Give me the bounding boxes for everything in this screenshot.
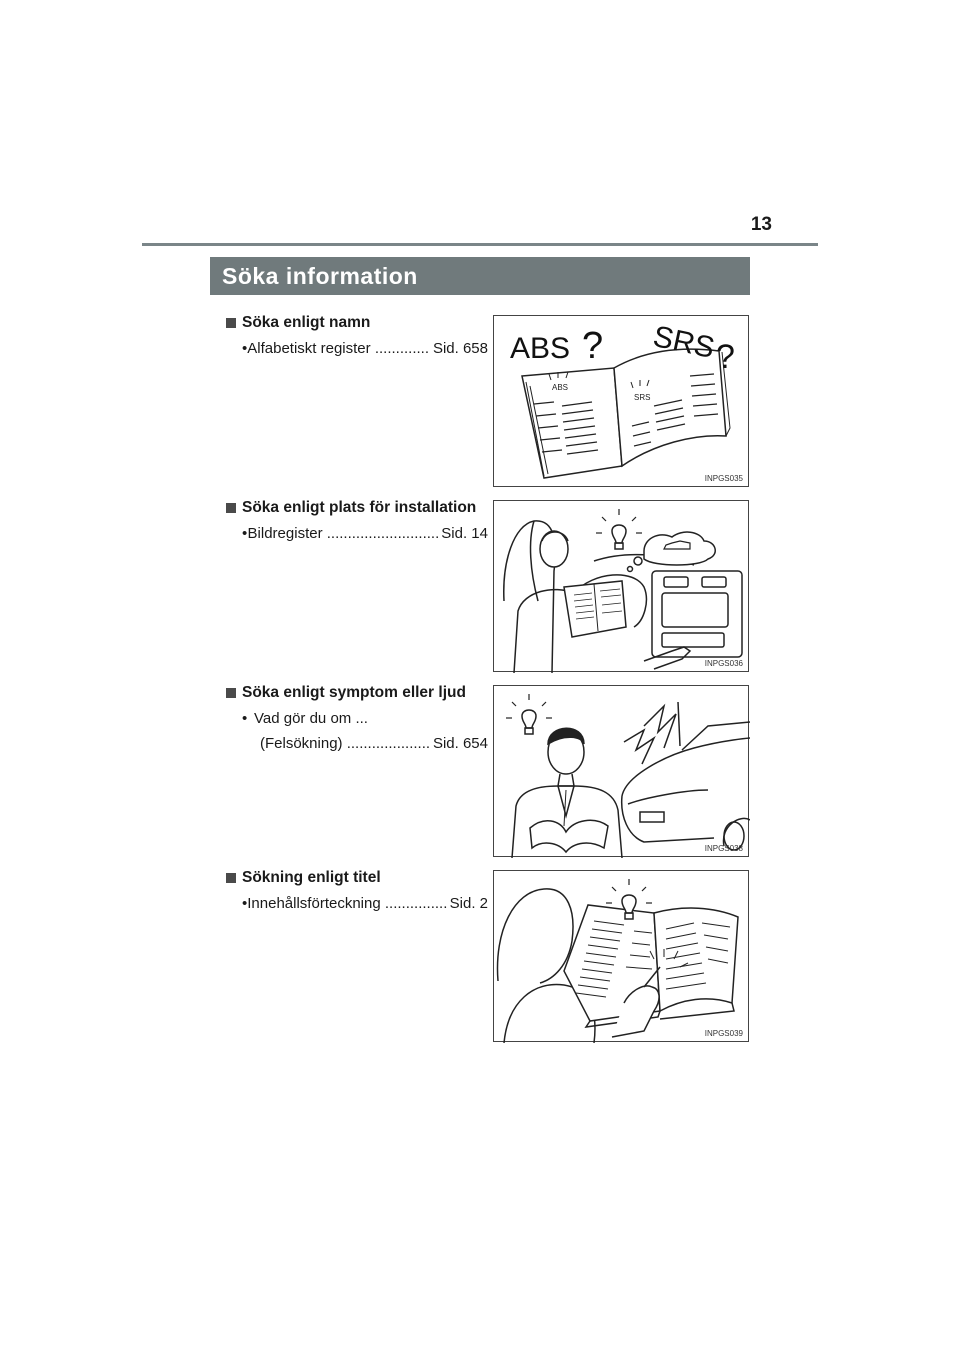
question-mark-icon: ? [716, 338, 735, 376]
illustration-manual-abs-srs [493, 315, 749, 487]
entry-heading [226, 497, 488, 519]
entry-heading-text: Sökning enligt titel [242, 869, 381, 886]
square-bullet-icon [226, 318, 236, 328]
index-reference[interactable] [226, 524, 488, 544]
reference-label: Vad gör du om ... [254, 710, 368, 727]
bullet-icon: • [242, 525, 248, 542]
illustration-man-and-car [493, 685, 749, 857]
illustration-code: INPGS039 [704, 1029, 743, 1038]
srs-small-label: SRS [634, 393, 651, 402]
entry-heading [226, 312, 488, 334]
illustration-reader-with-manual [493, 870, 749, 1042]
reference-label: Innehållsförteckning ..... [247, 894, 446, 914]
driver-illustration [494, 501, 750, 673]
entry-heading-text: Söka enligt namn [242, 314, 371, 331]
index-reference[interactable] [226, 339, 488, 359]
reference-label: Alfabetiskt register ..... [247, 339, 430, 359]
illustration-code: INPGS038 [704, 844, 743, 853]
illustration-code: INPGS036 [704, 659, 743, 668]
index-reference[interactable] [226, 894, 488, 914]
troubleshooting-question [226, 709, 488, 729]
illustration-driver-with-manual [493, 500, 749, 672]
page-reference: Sid. 14 [441, 525, 488, 542]
index-reference[interactable] [226, 734, 488, 754]
entry-heading-text: Söka enligt symptom eller ljud [242, 684, 466, 701]
square-bullet-icon [226, 873, 236, 883]
srs-label: SRS [650, 319, 718, 366]
reading-illustration [494, 871, 750, 1043]
entry-heading [226, 867, 488, 889]
illustration-code: INPGS035 [704, 474, 743, 483]
bullet-icon: • [242, 340, 248, 357]
abs-small-label: ABS [552, 383, 569, 392]
bullet-icon: • [242, 895, 248, 912]
open-manual-illustration [494, 316, 750, 488]
page-number: 13 [750, 214, 772, 235]
abs-label: ABS [510, 332, 571, 365]
square-bullet-icon [226, 688, 236, 698]
bullet-icon: • [242, 710, 248, 727]
section-title: Söka information [210, 257, 750, 295]
page-reference: Sid. 658 [432, 340, 488, 357]
entry-search-by-name [226, 312, 488, 359]
symptom-illustration [494, 686, 750, 858]
entry-search-by-location [226, 497, 488, 544]
square-bullet-icon [226, 503, 236, 513]
header-rule [142, 243, 818, 246]
entry-search-by-title [226, 867, 488, 914]
reference-label: (Felsökning) ..... [260, 734, 430, 754]
page-reference: Sid. 654 [432, 735, 488, 752]
entry-heading [226, 682, 488, 704]
entry-heading-text: Söka enligt plats för installation [242, 499, 477, 516]
question-mark-icon: ? [582, 325, 604, 367]
entry-search-by-symptom [226, 682, 488, 754]
page-reference: Sid. 2 [449, 895, 488, 912]
reference-label: Bildregister ..... [248, 524, 439, 544]
